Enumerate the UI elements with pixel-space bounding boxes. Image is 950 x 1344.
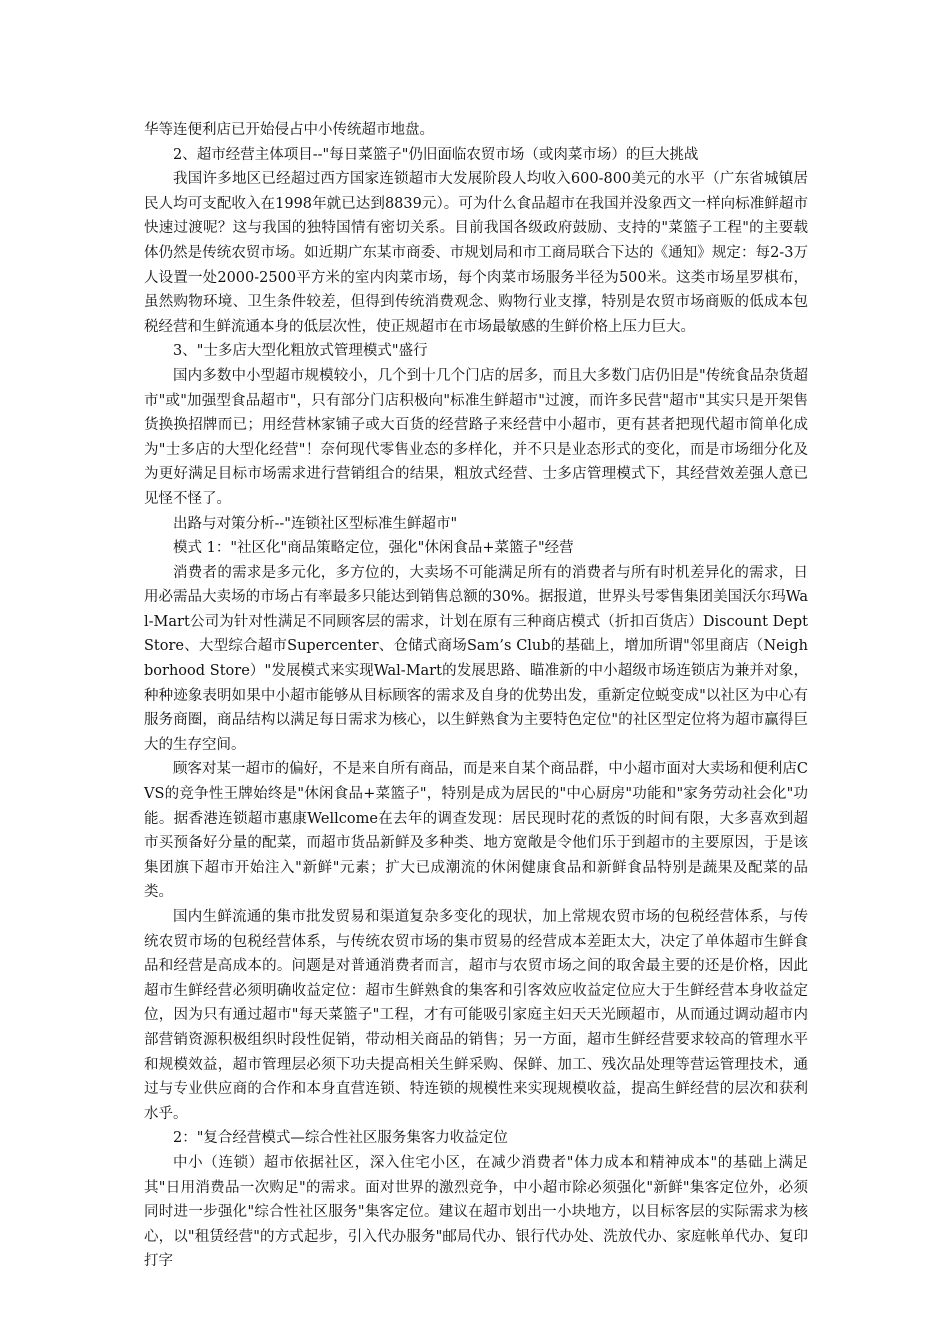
document-page <box>144 118 808 1274</box>
paragraph-consumer-demand: 消费者的需求是多元化，多方位的，大卖场不可能满足所有的消费者与所有时机差异化的需求，日用必需品大卖场的市场占有率最多只能达到销售总额的30%。据报道，世界头号零售集团美国沃尔玛Wal-Mart公司为针对性满足不同顾客层的需求，计划在原有三种商店模式（折扣百货店）Discount Dept Store、大型综合超市Supercenter、仓储式商场Sam’s Club的基础上，增加所谓"邻里商店（Neighborhood Store）"发展模式来实现Wal-Mart的发展思路、瞄准新的中小超级市场连锁店为兼并对象，种种迹象表明如果中小超市能够从目标顾客的需求及自身的优势出发，重新定位蜕变成"以社区为中心有服务商圈，商品结构以满足每日需求为核心，以生鲜熟食为主要特色定位"的社区型定位将为超市赢得巨大的生存空间。 <box>144 564 808 753</box>
section-heading-model-1: 模式 1："社区化"商品策略定位，强化"休闲食品+菜篮子"经营 <box>173 540 574 557</box>
section-heading-everyday-basket: 2、超市经营主体项目--"每日菜篮子"仍旧面临农贸市场（或肉菜市场）的巨大挑战 <box>173 146 699 163</box>
section-heading-store-management: 3、"士多店大型化粗放式管理模式"盛行 <box>173 343 428 360</box>
paragraph-income-level: 我国许多地区已经超过西方国家连锁超市大发展阶段人均收入600-800美元的水平（广东省城镇居民人均可支配收入在1998年就已达到8839元）。可为什么食品超市在我国并没象西文一样向标准鲜超市快速过渡呢？这与我国的独特国情有密切关系。目前我国各级政府鼓励、支持的"菜篮子工程"的主要载体仍然是传统农贸市场。如近期广东某市商委、市规划局和市工商局联合下达的《通知》规定：每2-3万人设置一处2000-2500平方米的室内肉菜市场，每个肉菜市场服务半径为500米。这类市场星罗棋布，虽然购物环境、卫生条件较差，但得到传统消费观念、购物行业支撑，特别是农贸市场商贩的低成本包税经营和生鲜流通本身的低层次性，使正规超市在市场最敏感的生鲜价格上压力巨大。 <box>144 171 808 335</box>
paragraph-small-supermarkets: 国内多数中小型超市规模较小，几个到十几个门店的居多，而且大多数门店仍旧是"传统食品杂货超市"或"加强型食品超市"，只有部分门店积极向"标准生鲜超市"过渡，而许多民营"超市"其实只是开架售货换换招牌而已；用经营林家铺子或大百货的经营路子来经营中小超市，更有甚者把现代超市简单化成为"士多店的大型化经营"！奈何现代零售业态的多样化，并不只是业态形式的变化，而是市场细分化及为更好满足目标市场需求进行营销组合的结果，粗放式经营、士多店管理模式下，其经营效差强人意已见怪不怪了。 <box>144 367 808 507</box>
paragraph-customer-preference: 顾客对某一超市的偏好，不是来自所有商品，而是来自某个商品群，中小超市面对大卖场和便利店CVS的竞争性王牌始终是"休闲食品+菜篮子"，特别是成为居民的"中心厨房"功能和"家务劳动社会化"功能。据香港连锁超市惠康Wellcome在去年的调查发现：居民现时花的煮饭的时间有限，大多喜欢到超市买预备好分量的配菜，而超市货品新鲜及多种类、地方宽敞是令他们乐于到超市的主要原因，于是该集团旗下超市开始注入"新鲜"元素；扩大已成潮流的休闲健康食品和新鲜食品特别是蔬果及配菜的品类。 <box>144 761 808 901</box>
section-heading-model-2: 2："复合经营模式—综合性社区服务集客力收益定位 <box>173 1130 508 1147</box>
paragraph-fresh-distribution: 国内生鲜流通的集市批发贸易和渠道复杂多变化的现状，加上常规农贸市场的包税经营体系，与传统农贸市场的包税经营体系，与传统农贸市场的集市贸易的经营成本差距太大，决定了单体超市生鲜食品和经营是高成本的。问题是对普通消费者而言，超市与农贸市场之间的取舍最主要的还是价格，因此超市生鲜经营必须明确收益定位：超市生鲜熟食的集客和引客效应收益定位应大于生鲜经营本身收益定位，因为只有通过超市"每天菜篮子"工程，才有可能吸引家庭主妇天天光顾超市，从而通过调动超市内部营销资源积极组织时段性促销，带动相关商品的销售；另一方面，超市生鲜经营要求较高的管理水平和规模效益，超市管理层必须下功夫提高相关生鲜采购、保鲜、加工、残次品处理等营运管理技术，通过与专业供应商的合作和本身直营连锁、特连锁的规模性来实现规模收益，提高生鲜经营的层次和获利水乎。 <box>144 909 808 1122</box>
paragraph-continuation: 华等连便利店已开始侵占中小传统超市地盘。 <box>144 122 434 138</box>
section-heading-strategy: 出路与对策分析--"连锁社区型标准生鲜超市" <box>173 515 458 532</box>
paragraph-community-service: 中小（连锁）超市依据社区，深入住宅小区，在减少消费者"体力成本和精神成本"的基础上满足其"日用消费品一次购足"的需求。面对世界的激烈竞争，中小超市除必须强化"新鲜"集客定位外，必须同时进一步强化"综合性社区服务"集客定位。建议在超市划出一小块地方，以目标客层的实际需求为核心，以"租赁经营"的方式起步，引入代办服务"邮局代办、银行代办处、洗放代办、家庭帐单代办、复印打字 <box>144 1154 808 1270</box>
